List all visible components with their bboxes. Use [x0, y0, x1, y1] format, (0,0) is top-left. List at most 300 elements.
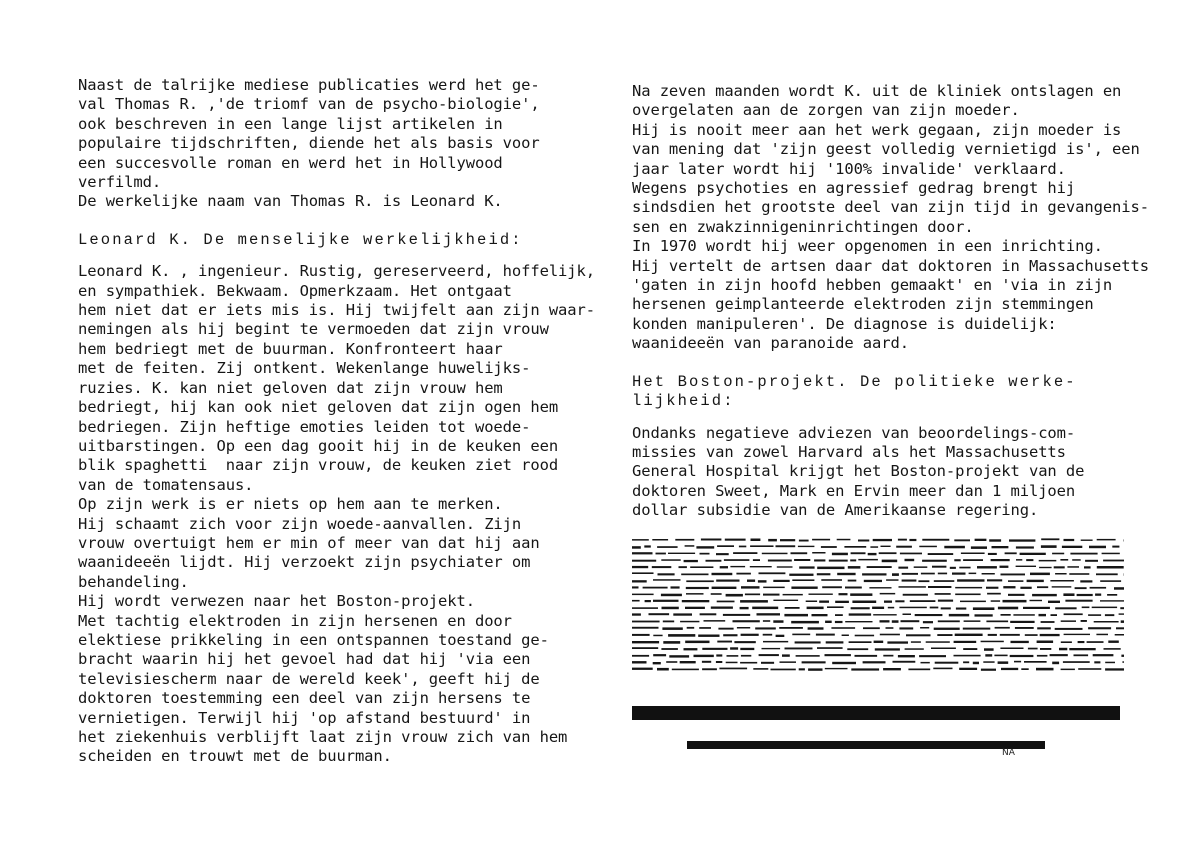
illegible-dash [726, 661, 738, 663]
illegible-dash [725, 538, 746, 540]
illegible-dash [1001, 573, 1026, 575]
illegible-dash [919, 545, 937, 547]
illegible-dash [1005, 552, 1017, 554]
illegible-dash [1052, 661, 1059, 664]
illegible-dash [632, 593, 654, 595]
illegible-dash [960, 600, 986, 602]
illegible-dash [1016, 559, 1022, 561]
illegible-dash [653, 662, 661, 664]
illegible-dash [821, 546, 837, 548]
illegible-dash [1062, 545, 1082, 547]
illegible-dash [719, 667, 747, 669]
illegible-dash [1119, 613, 1124, 614]
illegible-dash [1078, 641, 1085, 643]
left-body-paragraph [78, 262, 595, 767]
illegible-dash [991, 600, 1000, 602]
text-line: bracht waarin hij het gevoel had dat hij 'via een [78, 650, 531, 669]
illegible-dash [1011, 640, 1029, 642]
illegible-dash [1122, 661, 1124, 663]
illegible-dash [898, 538, 907, 540]
illegible-dash [899, 627, 913, 629]
illegible-dash [905, 648, 924, 650]
illegible-dash [1084, 566, 1091, 568]
illegible-dash [971, 546, 987, 549]
illegible-dash [867, 566, 892, 568]
illegible-dash [1050, 654, 1068, 656]
illegible-dash [1003, 586, 1015, 588]
illegible-dash [863, 627, 880, 629]
illegible-dash [902, 579, 917, 581]
illegible-dash [1067, 566, 1079, 568]
illegible-dash [808, 627, 824, 629]
illegible-dash [752, 606, 778, 609]
text-line: Op zijn werk is er niets op hem aan te merken. [78, 495, 503, 514]
illegible-dash [961, 552, 985, 554]
illegible-dash [723, 613, 750, 615]
illegible-dash [1081, 620, 1087, 622]
illegible-dash [796, 655, 820, 657]
illegible-dash [1089, 545, 1106, 548]
text-line: hersenen geimplanteerde elektroden zijn stemmingen [632, 295, 1094, 314]
illegible-dash [930, 606, 939, 608]
illegible-dash [842, 634, 849, 636]
illegible-dash [1088, 627, 1111, 629]
illegible-dash [657, 546, 678, 548]
illegible-dash [1016, 565, 1036, 566]
illegible-dash [845, 586, 862, 588]
illegible-dash [1055, 607, 1076, 609]
illegible-dash [938, 572, 947, 574]
illegible-dash [851, 668, 879, 670]
illegible-dash [661, 593, 682, 596]
illegible-dash [679, 566, 687, 568]
illegible-dash [998, 661, 1009, 664]
illegible-dash [1064, 613, 1083, 615]
illegible-dash [868, 552, 877, 554]
illegible-dash [1094, 621, 1119, 623]
illegible-dash [899, 586, 926, 588]
illegible-dash [1100, 600, 1124, 601]
illegible-dash [782, 654, 790, 656]
illegible-dash [1008, 593, 1025, 595]
illegible-dash [669, 655, 689, 657]
illegible-dash [1037, 640, 1054, 643]
illegible-dash [814, 559, 825, 561]
illegible-dash [652, 539, 668, 541]
section-heading-political-reality [632, 373, 1162, 412]
illegible-dash [652, 566, 672, 568]
illegible-dash [884, 600, 892, 602]
illegible-dash [1020, 586, 1031, 588]
illegible-dash [881, 545, 891, 546]
illegible-dash [981, 668, 996, 670]
illegible-dash [837, 572, 855, 574]
text-line: verfilmd. [78, 173, 162, 192]
illegible-dash [680, 620, 699, 622]
illegible-text-block [632, 535, 1124, 675]
illegible-dash [649, 613, 670, 615]
illegible-dash [632, 654, 649, 656]
illegible-dash [740, 647, 754, 649]
illegible-dash [632, 641, 659, 643]
illegible-dash [750, 566, 772, 567]
illegible-dash [1001, 667, 1018, 669]
illegible-dash [995, 626, 1010, 628]
illegible-dash [928, 553, 954, 555]
illegible-dash [955, 586, 982, 588]
illegible-dash [716, 654, 722, 656]
illegible-dash [682, 600, 710, 602]
illegible-dash [954, 539, 970, 541]
illegible-dash [739, 545, 746, 547]
illegible-dash [1037, 654, 1048, 656]
illegible-dash [982, 573, 995, 575]
illegible-dash [896, 545, 912, 547]
text-line: Hij vertelt de artsen daar dat doktoren in Massachusetts [632, 256, 1149, 275]
illegible-dash [684, 559, 698, 561]
illegible-dash [1054, 566, 1065, 568]
illegible-dash [716, 553, 729, 555]
illegible-dash [768, 538, 777, 541]
illegible-dash [724, 559, 750, 561]
illegible-dash [1094, 661, 1100, 663]
text-line: sen en zwakzinnigeninrichtingen door. [632, 217, 974, 236]
illegible-dash [888, 606, 894, 608]
illegible-dash [928, 586, 951, 588]
illegible-dash [1027, 579, 1044, 581]
illegible-dash [1010, 620, 1034, 622]
illegible-dash [702, 660, 711, 662]
text-line: vrouw overtuigt hem er min of meer van dat hij aan [78, 533, 540, 552]
illegible-dash [1093, 654, 1114, 656]
illegible-dash [1081, 539, 1093, 540]
text-line: van de tomatensaus. [78, 475, 254, 494]
text-line: populaire tijdschriften, diende het als basis voor [78, 134, 540, 153]
illegible-dash [740, 606, 749, 608]
text-line: Hij is nooit meer aan het werk gegaan, zijn moeder is [632, 120, 1122, 139]
text-line: een succesvolle roman en werd het in Hollywood [78, 153, 503, 172]
illegible-dash [954, 640, 977, 642]
illegible-dash [959, 566, 970, 568]
illegible-dash [716, 579, 739, 581]
illegible-dash [964, 620, 981, 622]
text-line: 'gaten in zijn hoofd hebben gemaakt' en 'via in zijn [632, 276, 1113, 295]
illegible-dash [1041, 545, 1057, 548]
illegible-dash [977, 566, 997, 568]
illegible-dash [835, 614, 843, 616]
illegible-dash [1025, 634, 1038, 636]
illegible-dash [903, 593, 928, 595]
illegible-dash [1115, 634, 1124, 636]
illegible-dash [789, 573, 813, 575]
illegible-dash [1026, 559, 1033, 561]
illegible-dash [915, 614, 943, 616]
illegible-dash [831, 627, 855, 629]
text-line: hem niet dat er iets mis is. Hij twijfelt aan zijn waar- [78, 301, 595, 320]
illegible-dash [1048, 600, 1060, 602]
text-line: ruzies. K. kan niet geloven dat zijn vrouw hem [78, 378, 503, 397]
illegible-dash [973, 661, 979, 664]
illegible-dash [753, 559, 760, 561]
illegible-dash [883, 668, 901, 670]
illegible-dash [795, 641, 821, 643]
illegible-dash [825, 620, 832, 622]
text-line: uitbarstingen. Op een dag gooit hij in de keuken een [78, 436, 559, 455]
illegible-dash [632, 626, 659, 628]
illegible-dash [941, 607, 951, 609]
illegible-dash [921, 661, 930, 663]
illegible-dash [716, 661, 722, 663]
illegible-dash [933, 667, 952, 669]
illegible-dash [1078, 668, 1101, 670]
illegible-dash [794, 559, 810, 561]
illegible-dash [1039, 559, 1057, 561]
illegible-dash [926, 641, 950, 643]
illegible-dash [922, 559, 947, 561]
illegible-dash [1114, 587, 1124, 590]
text-line: nemingen als hij begint te vermoeden dat zijn vrouw [78, 320, 549, 339]
illegible-dash [663, 641, 680, 644]
illegible-dash [1065, 599, 1092, 601]
illegible-dash [1088, 614, 1101, 616]
illegible-dash [1061, 668, 1075, 670]
illegible-dash [934, 627, 960, 629]
text-line: ook beschreven in een lange lijst artikelen in [78, 114, 503, 133]
text-line: Na zeven maanden wordt K. uit de kliniek ontslagen en [632, 82, 1122, 100]
illegible-dash [839, 593, 848, 595]
illegible-dash [949, 613, 969, 616]
illegible-dash [685, 606, 705, 608]
illegible-dash [1050, 580, 1074, 582]
illegible-dash [675, 538, 694, 540]
illegible-dash [696, 546, 714, 548]
illegible-dash [1103, 559, 1124, 561]
illegible-dash [698, 634, 719, 636]
illegible-dash [653, 579, 681, 581]
illegible-dash [955, 633, 983, 635]
illegible-dash [741, 586, 760, 588]
illegible-dash [848, 579, 857, 581]
illegible-dash [759, 654, 779, 656]
illegible-dash [644, 545, 651, 547]
illegible-dash [750, 545, 773, 547]
illegible-dash [699, 627, 711, 629]
illegible-dash [1055, 573, 1067, 575]
illegible-dash [763, 640, 788, 642]
illegible-dash [973, 607, 995, 610]
illegible-dash [1030, 599, 1043, 600]
illegible-dash [632, 667, 653, 669]
illegible-dash [723, 634, 737, 636]
illegible-dash [1040, 633, 1060, 635]
illegible-dash [1082, 606, 1090, 608]
illegible-dash [763, 586, 785, 588]
heading-line: lijkheid: [632, 392, 735, 411]
illegible-dash [1097, 538, 1116, 540]
text-line: van mening dat 'zijn geest volledig vernietigd is', een [632, 140, 1140, 159]
text-line: bedriegen. Zijn heftige emoties leiden tot woede- [78, 417, 531, 436]
illegible-dash [747, 579, 755, 581]
illegible-dash [1096, 573, 1118, 575]
illegible-dash [944, 545, 965, 548]
illegible-dash [799, 668, 805, 670]
text-line: vernietigen. Terwijl hij 'op afstand bestuurd' in [78, 708, 531, 727]
illegible-dash [986, 620, 1008, 622]
illegible-dash [632, 607, 658, 609]
illegible-dash [711, 606, 733, 608]
illegible-dash [873, 538, 892, 540]
illegible-dash [1104, 648, 1121, 650]
illegible-dash [758, 580, 767, 582]
illegible-dash [1105, 661, 1115, 663]
illegible-dash [975, 614, 993, 616]
illegible-dash [1023, 606, 1050, 608]
illegible-dash [680, 661, 696, 663]
illegible-dash [681, 573, 708, 575]
illegible-dash [988, 552, 997, 554]
illegible-dash [879, 552, 897, 554]
illegible-dash [662, 627, 682, 630]
illegible-dash [873, 614, 897, 615]
illegible-dash [899, 606, 926, 608]
illegible-dash [1077, 593, 1093, 595]
illegible-dash [893, 660, 916, 662]
illegible-dash [734, 641, 755, 643]
initials-mark: NA [1002, 748, 1015, 758]
left-intro-paragraph [78, 76, 588, 212]
illegible-dash [817, 573, 831, 575]
illegible-dash [1120, 607, 1124, 609]
illegible-dash [1024, 661, 1047, 663]
illegible-dash [850, 593, 872, 596]
illegible-dash [632, 552, 653, 554]
illegible-dash [632, 580, 647, 582]
illegible-dash [1116, 627, 1124, 629]
illegible-dash [1052, 586, 1072, 587]
illegible-dash [661, 648, 678, 650]
illegible-dash [809, 593, 833, 594]
illegible-dash [938, 620, 960, 622]
illegible-dash [887, 641, 908, 643]
text-line: Hij wordt verwezen naar het Boston-projekt. [78, 592, 475, 611]
illegible-dash [763, 620, 770, 622]
illegible-dash [812, 552, 825, 554]
illegible-dash [706, 559, 722, 561]
illegible-dash [1000, 647, 1023, 649]
illegible-dash [812, 538, 830, 540]
illegible-dash [686, 593, 704, 595]
illegible-dash [773, 579, 789, 581]
illegible-dash [934, 580, 955, 582]
illegible-dash [935, 661, 959, 663]
illegible-dash [737, 627, 750, 629]
illegible-dash [886, 579, 898, 581]
illegible-dash [975, 538, 987, 540]
illegible-dash [632, 546, 641, 549]
illegible-dash [1061, 620, 1076, 622]
illegible-dash [1102, 552, 1120, 554]
illegible-dash [672, 668, 699, 670]
illegible-dash [702, 668, 717, 670]
text-line: konden manipuleren'. De diagnose is duidelijk: [632, 314, 1057, 333]
illegible-dash [1021, 668, 1028, 670]
illegible-dash [740, 661, 757, 663]
illegible-dash [1051, 614, 1058, 616]
illegible-dash [905, 558, 915, 560]
text-line: General Hospital krijgt het Boston-projekt van de [632, 462, 1085, 481]
illegible-dash [963, 627, 991, 629]
illegible-dash [900, 552, 922, 554]
illegible-dash [684, 648, 698, 650]
illegible-dash [932, 565, 946, 567]
text-line: met de feiten. Zij ontkent. Wekenlange huwelijks- [78, 359, 531, 378]
illegible-dash [776, 634, 785, 636]
text-line: missies van zowel Harvard als het Massachusetts [632, 442, 1066, 461]
illegible-dash [956, 607, 966, 609]
text-line: waanideeën van paranoide aard. [632, 334, 909, 353]
illegible-dash [901, 620, 920, 622]
illegible-dash [983, 661, 994, 663]
illegible-dash [717, 545, 734, 547]
illegible-dash [987, 579, 1002, 581]
illegible-dash [768, 559, 792, 561]
illegible-dash [632, 565, 648, 567]
illegible-dash [686, 586, 709, 588]
illegible-dash [701, 538, 722, 540]
illegible-dash [908, 668, 930, 670]
text-line: doktoren Sweet, Mark en Ervin meer dan 1 miljoen [632, 481, 1076, 500]
illegible-dash [858, 539, 869, 541]
illegible-dash [920, 627, 929, 629]
illegible-dash [817, 566, 844, 569]
illegible-dash [959, 667, 977, 669]
illegible-dash [1095, 593, 1101, 595]
illegible-dash [740, 600, 768, 603]
illegible-dash [763, 633, 773, 635]
illegible-dash [808, 668, 822, 670]
illegible-dash [1074, 654, 1089, 656]
illegible-dash [661, 559, 680, 561]
illegible-dash [1039, 613, 1047, 615]
illegible-dash [802, 661, 826, 663]
illegible-dash [632, 599, 640, 601]
illegible-dash [645, 600, 651, 602]
text-line: Wegens psychoties en agressief gedrag brengt hij [632, 179, 1076, 198]
illegible-dash [685, 640, 709, 643]
illegible-dash [762, 647, 781, 648]
illegible-dash [851, 552, 866, 554]
illegible-dash [783, 593, 803, 595]
illegible-dash [855, 654, 878, 656]
illegible-dash [685, 545, 695, 547]
text-line: Hij schaamt zich voor zijn woede-aanvallen. Zijn [78, 514, 522, 533]
redaction-bar [687, 741, 1045, 749]
illegible-dash [950, 566, 956, 568]
illegible-dash [918, 580, 929, 582]
illegible-dash [880, 633, 900, 635]
illegible-dash [1036, 667, 1054, 670]
illegible-dash [1070, 552, 1097, 554]
illegible-dash [903, 613, 912, 615]
illegible-dash [919, 655, 946, 657]
illegible-dash [1063, 661, 1090, 663]
illegible-dash [835, 620, 843, 622]
illegible-dash [825, 667, 848, 668]
illegible-dash [700, 613, 717, 615]
illegible-dash [898, 566, 908, 568]
illegible-dash [745, 593, 760, 595]
illegible-dash [892, 573, 899, 576]
